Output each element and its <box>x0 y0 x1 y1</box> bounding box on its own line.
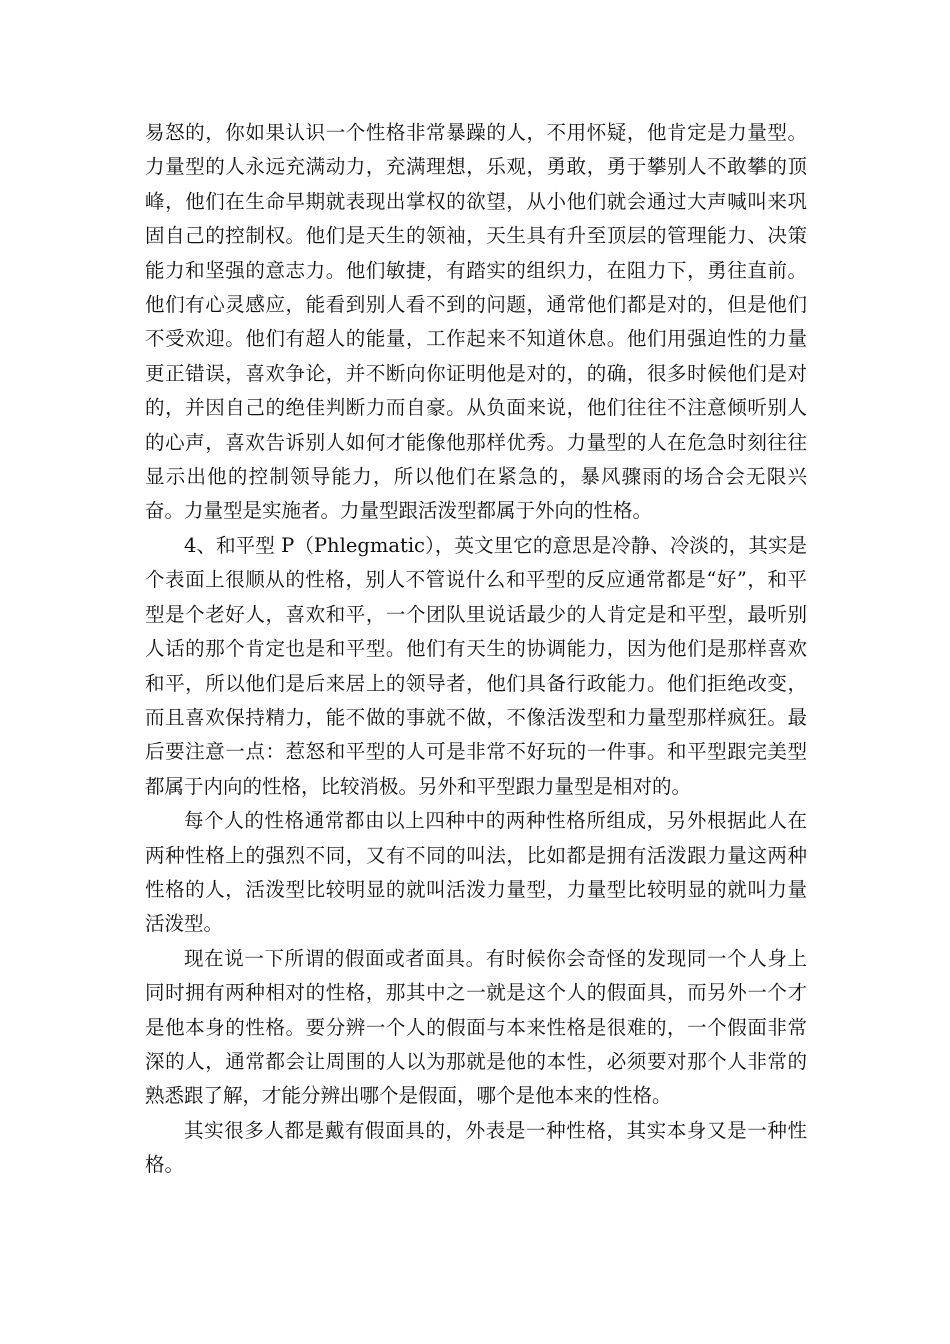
paragraph-mask-closing: 其实很多人都是戴有假面具的，外表是一种性格，其实本身又是一种性格。 <box>145 1118 807 1177</box>
body-text <box>145 116 807 1183</box>
paragraph-power-type-continued: 易怒的，你如果认识一个性格非常暴躁的人，不用怀疑，他肯定是力量型。力量型的人永远充满动力，充满理想，乐观，勇敢，勇于攀别人不敢攀的顶峰，他们在生命早期就表现出掌权的欲望，从小他们就会通过大声喊叫来巩固自己的控制权。他们是天生的领袖，天生具有升至顶层的管理能力、决策能力和坚强的意志力。他们敏捷，有踏实的组织力，在阻力下，勇往直前。他们有心灵感应，能看到别人看不到的问题，通常他们都是对的，但是他们不受欢迎。他们有超人的能量，工作起来不知道休息。他们用强迫性的力量更正错误，喜欢争论，并不断向你证明他是对的，的确，很多时候他们是对的，并因自己的绝佳判断力而自豪。从负面来说，他们往往不注意倾听别人的心声，喜欢告诉别人如何才能像他那样优秀。力量型的人在危急时刻往往显示出他的控制领导能力，所以他们在紧急的，暴风骤雨的场合会无限兴奋。力量型是实施者。力量型跟活泼型都属于外向的性格。 <box>145 121 807 523</box>
paragraph-phlegmatic-type: 4、和平型 P（Phlegmatic），英文里它的意思是冷静、冷淡的，其实是个表面上很顺从的性格，别人不管说什么和平型的反应通常都是“好”，和平型是个老好人，喜欢和平，一个团队里说话最少的人肯定是和平型，最听别人话的那个肯定也是和平型。他们有天生的协调能力，因为他们是那样喜欢和平，所以他们是后来居上的领导者，他们具备行政能力。他们拒绝改变，而且喜欢保持精力，能不做的事就不做，不像活泼型和力量型那样疯狂。最后要注意一点：惹怒和平型的人可是非常不好玩的一件事。和平型跟完美型都属于内向的性格，比较消极。另外和平型跟力量型是相对的。 <box>145 533 807 798</box>
paragraph-combined-types: 每个人的性格通常都由以上四种中的两种性格所组成，另外根据此人在两种性格上的强烈不同，又有不同的叫法，比如都是拥有活泼跟力量这两种性格的人，活泼型比较明显的就叫活泼力量型，力量型比较明显的就叫力量活泼型。 <box>145 809 807 936</box>
paragraph-mask: 现在说一下所谓的假面或者面具。有时候你会奇怪的发现同一个人身上同时拥有两种相对的性格，那其中之一就是这个人的假面具，而另外一个才是他本身的性格。要分辨一个人的假面与本来性格是很难的，一个假面非常深的人，通常都会让周围的人以为那就是他的本性，必须要对那个人非常的熟悉跟了解，才能分辨出哪个是假面，哪个是他本来的性格。 <box>145 946 807 1108</box>
